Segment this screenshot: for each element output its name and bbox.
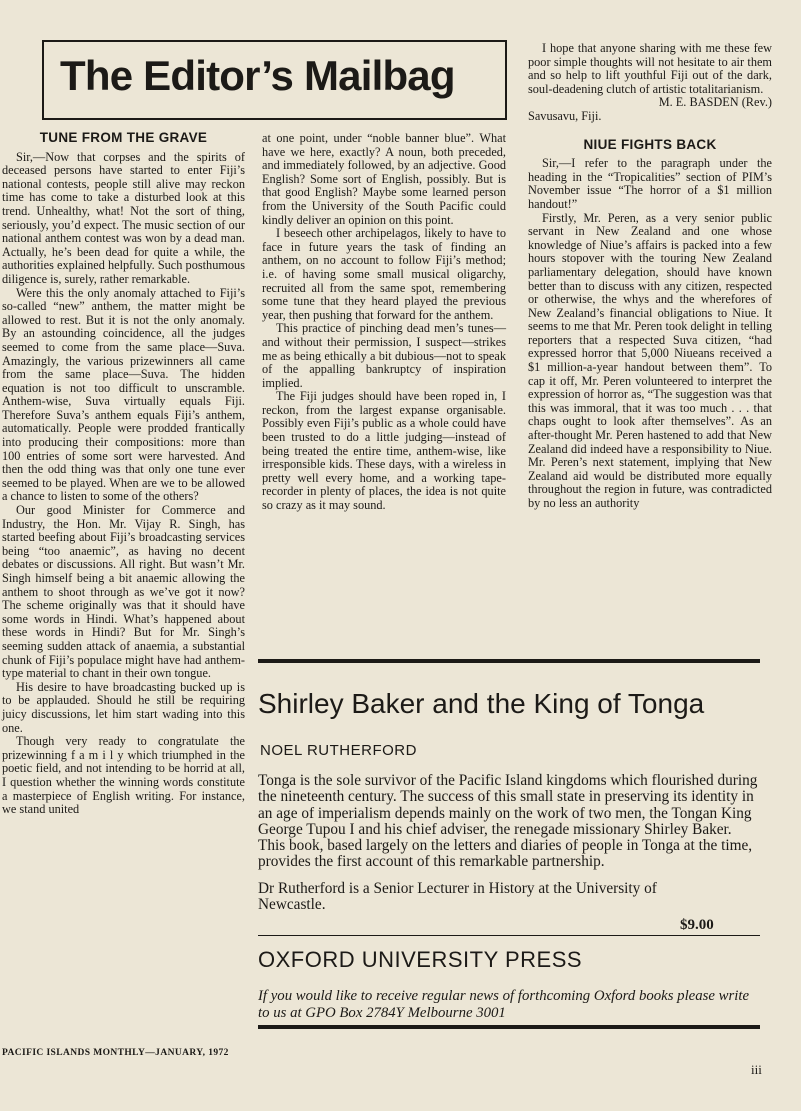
letter-signature: M. E. BASDEN (Rev.): [658, 95, 772, 110]
ad-book-title: Shirley Baker and the King of Tonga: [258, 688, 705, 719]
letter-paragraph: Our good Minister for Commerce and Industry, the Hon. Mr. Vijay R. Singh, has started beefing about Fiji’s broadcasting services being “too anaemic”, as having no decent debates or discussions. All right. But wasn’t Mr. Singh himself being a bit anaemic allowing the anthem to shoot through as we’ve got it now? The scheme originally was that it should have some words in Hindi. What’s happened about these words in Hindi? But for Mr. Singh’s seeming sudden attack of anaemia, a substantial chunk of Fiji’s populace might have had anthem-type material to chant in their own tongue.: [2, 503, 245, 681]
letter-location: Savusavu, Fiji.: [528, 108, 602, 123]
ad-price-rule: [258, 935, 760, 936]
letter-paragraph: Sir,—I refer to the paragraph under the heading in the “Tropicalities” section of PIM’s November issue “The horror of a $1 million handout!”: [528, 156, 772, 211]
letter-paragraph: at one point, under “noble banner blue”. What have we here, exactly? A noun, both preceded, and immediately followed, by an adjective. Good English? Some sort of English, possibly. But is that good English? Maybe some learned person from the University of the South Pacific could kindly deliver an opinion on this point.: [262, 131, 506, 227]
ad-description: [258, 773, 758, 913]
ad-contact-note: If you would like to receive regular news of forthcoming Oxford books please write to us at GPO Box 2784Y Melbourne 3001: [258, 988, 750, 1021]
letter-heading-tune: TUNE FROM THE GRAVE: [39, 130, 208, 145]
ad-top-rule: [258, 659, 760, 663]
ad-author: NOEL RUTHERFORD: [260, 742, 417, 759]
page-title: The Editor’s Mailbag: [60, 52, 455, 99]
letter-paragraph: The Fiji judges should have been roped in, I reckon, from the largest expanse organisable. Possibly even Fiji’s public as a whole could have been trusted to do a little judging—instead of being treated the entire time, anthem-wise, like irresponsible kids. These days, with a wireless in pretty well every home, and a working tape-recorder in plenty of places, the idea is not quite so crazy as it may sound.: [262, 389, 506, 513]
letter-paragraph: His desire to have broadcasting bucked up is to be applauded. Should he still be requiring juicy discussions, let him start wading into this one.: [2, 679, 245, 735]
letter-paragraph: This practice of pinching dead men’s tunes—and without their permission, I suspect—strikes me as being ethically a bit dubious—not to speak of the appalling bankruptcy of inspiration implied.: [262, 321, 506, 390]
letter-paragraph: Were this the only anomaly attached to Fiji’s so-called “new” anthem, the matter might be allowed to rest. But it is not the only anomaly. By an astounding coincidence, all the judges seemed to come from the same place—Suva. Amazingly, the various prizewinners all came from the same place—Suva. The hidden equation is not too difficult to unscramble. Anthem-wise, Suva virtually equals Fiji. Therefore Suva’s anthem equals Fiji’s anthem, automatically. People were prodded frantically into producing their compositions: more than 100 entries of some sort were harvested. And then the odd thing was that only one tune ever seemed to be played. When are we to be allowed a chance to listen to some of the others?: [2, 285, 245, 504]
letter-paragraph: Sir,—Now that corpses and the spirits of deceased persons have started to enter Fiji’s national contests, people still alive may reckon time has come to take a disturbed look at this trend. Unhealthy, what! Not the sort of thing, seriously, you’d expect. The music section of our national anthem contest was won by a dead man. Actually, he’s been dead for quite a while, the authorities explained helpfully. Such posthumous diligence is, surely, rather remarkable.: [2, 149, 245, 286]
letter-column-3: [528, 42, 772, 511]
ad-price: $9.00: [680, 917, 714, 933]
letter-heading-niue: NIUE FIGHTS BACK: [583, 136, 717, 152]
ad-author-bio: Dr Rutherford is a Senior Lecturer in History at the University of Newcastle.: [258, 879, 657, 914]
ad-body-text: Tonga is the sole survivor of the Pacific Island kingdoms which flourished during the nineteenth century. The success of this small state in preserving its identity in an age of imperialism depends mainly on the work of two men, the Tongan King George Tupou I and his chief adviser, the renegade missionary Shirley Baker. This book, based largely on the letters and diaries of people in Tonga at the time, provides the first account of this remarkable partnership.: [258, 772, 758, 871]
page-number: iii: [751, 1062, 762, 1077]
letter-paragraph: I hope that anyone sharing with me these few poor simple thoughts will not hesitate to air them and so help to lift youthful Fiji out of the dark, soul-deadening clutch of artistic totalitarianism.: [528, 41, 772, 96]
letter-column-1: [2, 131, 245, 817]
letter-paragraph: Firstly, Mr. Peren, as a very senior public servant in New Zealand and one whose knowledge of Niue’s affairs is packed into a few hours stopover with the touring New Zealand parliamentary delegation, should have known better than to discuss with any citizen, respected or otherwise, the whys and the wherefores of New Zealand’s financial obligations to Niue. It seems to me that Mr. Peren took delight in telling reporters that a respected Suva citizen, “had expressed horror that 5,000 Niueans received a $1 million-a-year handout between them”. To cap it off, Mr. Peren volunteered to interpret the expression of horror as, “The suggestion was that this was immoral, that it was too much . . . that chaps ought to look after themselves”. As an after-thought Mr. Peren hastened to add that New Zealand did indeed have a responsibility to Niue. Mr. Peren’s next statement, implying that New Zealand aid would be distributed more equally throughout the region in future, was contradicted by no less an authority: [528, 210, 772, 510]
footer-publication: PACIFIC ISLANDS MONTHLY—JANUARY, 1972: [2, 1048, 229, 1058]
letter-paragraph: Though very ready to congratulate the prizewinning f a m i l y which triumphed in the poetic field, and not intending to be horrid at all, I question whether the winning words constitute a masterpiece of English writing. For instance, we stand united: [2, 734, 245, 817]
letter-paragraph: I beseech other archipelagos, likely to have to face in future years the task of finding an anthem, on no account to follow Fiji’s method; i.e. of having some small musical oligarchy, recruited all from the same spot, remembering some tune that they heard played the previous year, then pushing that forward for the anthem.: [262, 226, 506, 322]
letter-column-2: [262, 132, 506, 513]
ad-publisher: OXFORD UNIVERSITY PRESS: [258, 947, 583, 972]
ad-bottom-rule: [258, 1025, 760, 1029]
